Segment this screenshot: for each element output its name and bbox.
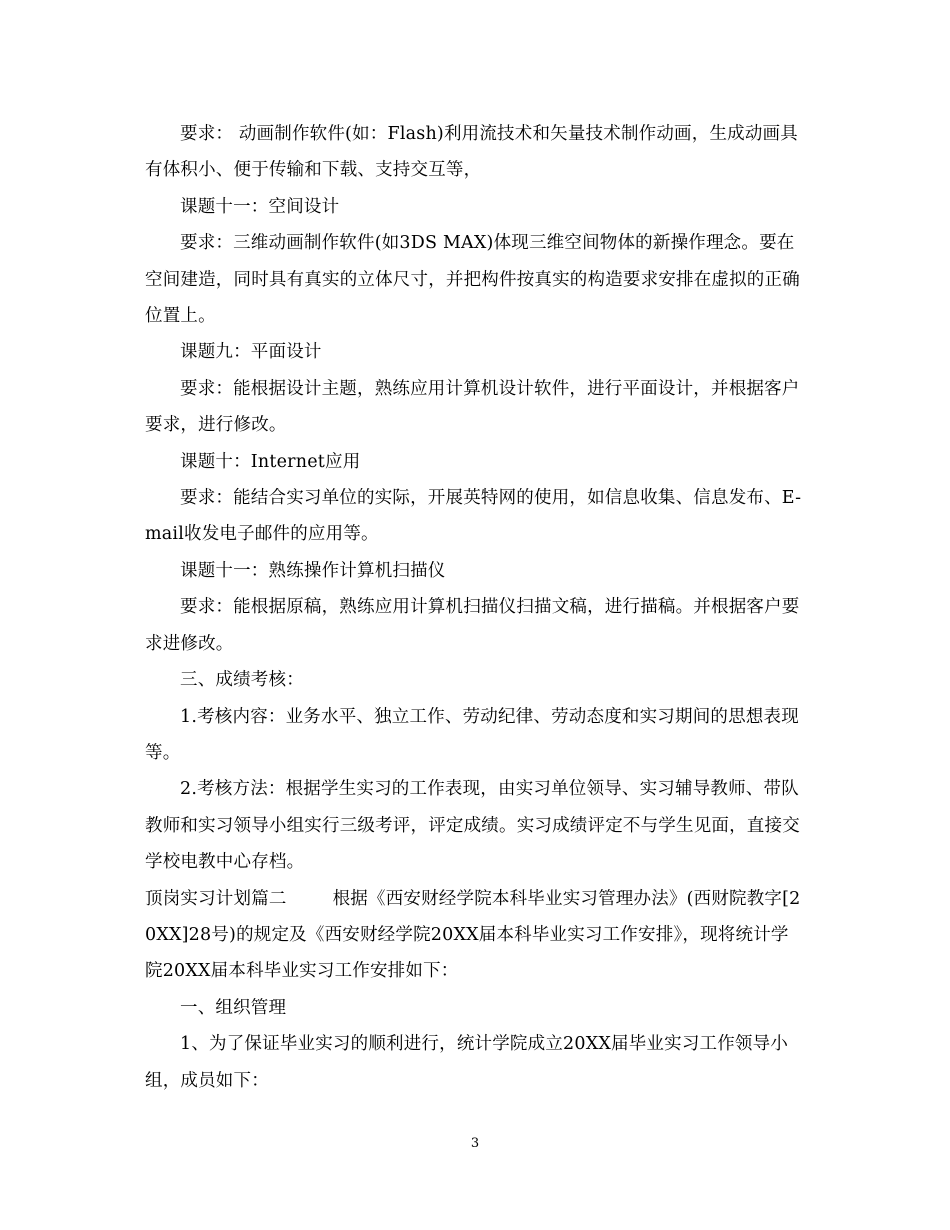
document-body [145,116,805,1099]
paragraph-animation-requirement: 要求： 动画制作软件(如：Flash)利用流技术和矢量技术制作动画，生成动画具有体积小、便于传输和下载、支持交互等， [145,124,798,181]
paragraph-assessment-content: 1.考核内容：业务水平、独立工作、劳动纪律、劳动态度和实习期间的思想表现等。 [145,706,799,763]
paragraph-internet-requirement: 要求：能结合实习单位的实际，开展英特网的使用，如信息收集、信息发布、E-mail收发电子邮件的应用等。 [145,488,802,545]
paragraph-3d-requirement: 要求：三维动画制作软件(如3DS MAX)体现三维空间物体的新操作理念。要在空间建造，同时具有真实的立体尺寸，并把构件按真实的构造要求安排在虚拟的正确位置上。 [145,233,800,327]
paragraph-leadership-group: 1、为了保证毕业实习的顺利进行，统计学院成立20XX届毕业实习工作领导小组，成员如下： [145,1034,789,1091]
heading-topic-space-design: 课题十一：空间设计 [180,196,340,217]
heading-grade-assessment: 三、成绩考核： [180,670,304,691]
heading-topic-graphic-design: 课题九：平面设计 [180,342,322,363]
paragraph-graphic-requirement: 要求：能根据设计主题，熟练应用计算机设计软件，进行平面设计，并根据客户要求，进行修改。 [145,378,800,436]
section-intro: 根据《西安财经学院本科毕业实习管理办法》(西财院教字[20XX]28号)的规定及《西安财经学院20XX届本科毕业实习工作安排》，现将统计学院20XX届本科毕业实习工作安排如下： [145,888,801,982]
paragraph-assessment-method: 2.考核方法：根据学生实习的工作表现，由实习单位领导、实习辅导教师、带队教师和实习领导小组实行三级考评，评定成绩。实习成绩评定不与学生见面，直接交学校电教中心存档。 [145,779,800,873]
section-heading: 顶岗实习计划篇二 [145,888,287,909]
heading-organization-management: 一、组织管理 [180,997,287,1018]
page-number: 3 [470,1136,480,1151]
heading-topic-internet: 课题十：Internet应用 [180,451,361,472]
paragraph-scanner-requirement: 要求：能根据原稿，熟练应用计算机扫描仪扫描文稿，进行描稿。并根据客户要求进修改。 [145,597,800,654]
heading-topic-scanner: 课题十一：熟练操作计算机扫描仪 [180,560,446,581]
section-two-paragraph [145,881,805,990]
